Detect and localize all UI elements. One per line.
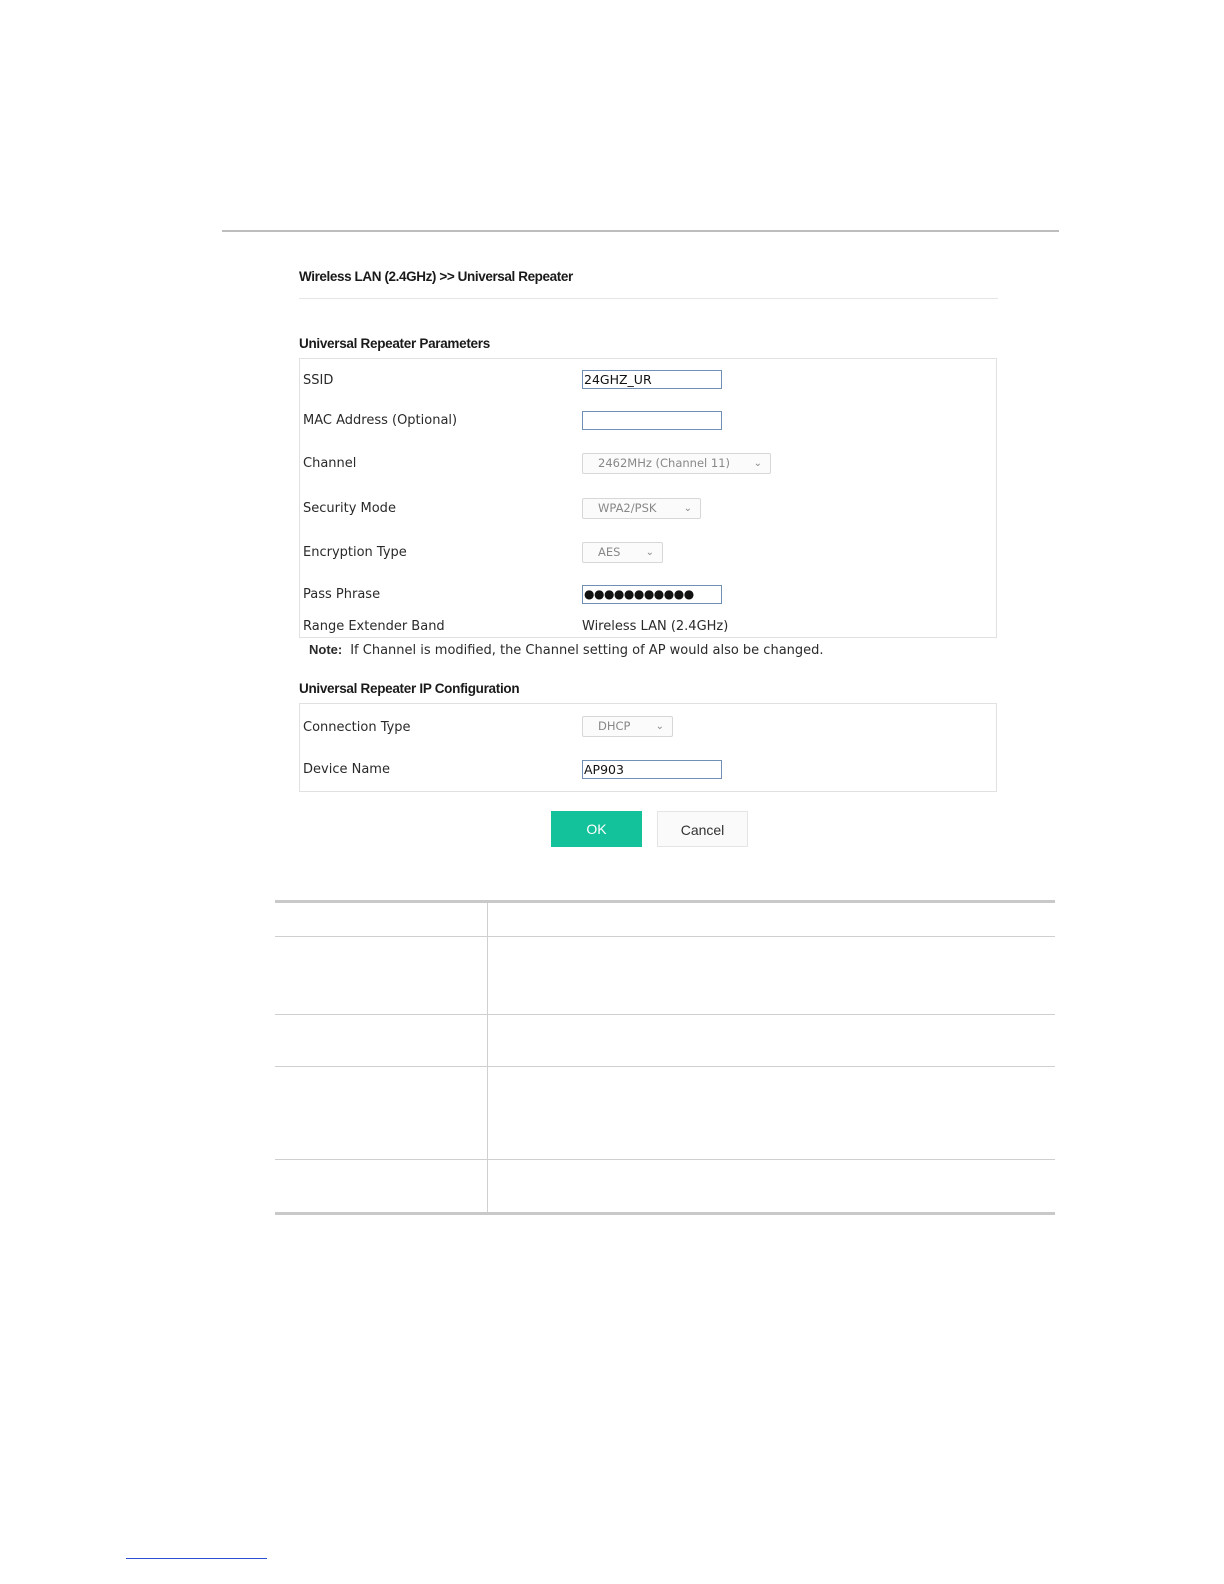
mac-address-input[interactable]	[582, 411, 722, 430]
ssid-input[interactable]: 24GHZ_UR	[582, 370, 722, 389]
table-header-cell	[488, 902, 1056, 937]
chevron-down-icon: ⌄	[753, 458, 762, 469]
header-divider	[222, 230, 1059, 232]
ssid-label: SSID	[303, 373, 334, 388]
range-extender-band-value: Wireless LAN (2.4GHz)	[582, 619, 729, 634]
range-extender-band-label: Range Extender Band	[303, 619, 445, 634]
table-cell	[275, 1067, 488, 1160]
device-name-input[interactable]: AP903	[582, 760, 722, 779]
table-row	[275, 1067, 1055, 1160]
pass-phrase-input[interactable]: ●●●●●●●●●●●	[582, 585, 722, 604]
mac-address-label: MAC Address (Optional)	[303, 413, 458, 428]
device-name-label: Device Name	[303, 762, 390, 777]
channel-select[interactable]	[582, 453, 771, 474]
channel-select-value: 2462MHz (Channel 11)	[598, 456, 731, 470]
table-header-row	[275, 902, 1055, 937]
table-header-cell	[275, 902, 488, 937]
table-row	[275, 937, 1055, 1015]
note-text: If Channel is modified, the Channel setting of AP would also be changed.	[350, 643, 824, 658]
security-mode-select-value: WPA2/PSK	[598, 501, 657, 515]
security-mode-select[interactable]	[582, 498, 701, 519]
table-row	[275, 1015, 1055, 1067]
description-table	[275, 900, 1055, 1215]
security-mode-label: Security Mode	[303, 501, 396, 516]
ok-button[interactable]: OK	[551, 811, 642, 847]
cancel-button[interactable]: Cancel	[657, 811, 748, 847]
note-label: Note:	[309, 642, 343, 657]
table-cell	[488, 1160, 1056, 1214]
table-row	[275, 1160, 1055, 1214]
encryption-type-select[interactable]	[582, 542, 663, 563]
channel-note	[309, 642, 824, 658]
footer-link-underline	[126, 1558, 267, 1559]
pass-phrase-label: Pass Phrase	[303, 587, 381, 602]
table-cell	[275, 937, 488, 1015]
connection-type-select[interactable]	[582, 716, 673, 737]
table-cell	[275, 1015, 488, 1067]
table-cell	[488, 1067, 1056, 1160]
chevron-down-icon: ⌄	[655, 721, 664, 732]
connection-type-label: Connection Type	[303, 720, 411, 735]
table-cell	[488, 937, 1056, 1015]
table-cell	[275, 1160, 488, 1214]
ip-config-section-title: Universal Repeater IP Configuration	[299, 681, 520, 696]
title-divider	[299, 298, 998, 299]
encryption-type-select-value: AES	[598, 545, 621, 559]
encryption-type-label: Encryption Type	[303, 545, 407, 560]
table-cell	[488, 1015, 1056, 1067]
parameters-section-title: Universal Repeater Parameters	[299, 336, 490, 351]
chevron-down-icon: ⌄	[683, 503, 692, 514]
chevron-down-icon: ⌄	[645, 547, 654, 558]
channel-label: Channel	[303, 456, 357, 471]
breadcrumb: Wireless LAN (2.4GHz) >> Universal Repeater	[299, 269, 573, 284]
connection-type-select-value: DHCP	[598, 719, 631, 733]
